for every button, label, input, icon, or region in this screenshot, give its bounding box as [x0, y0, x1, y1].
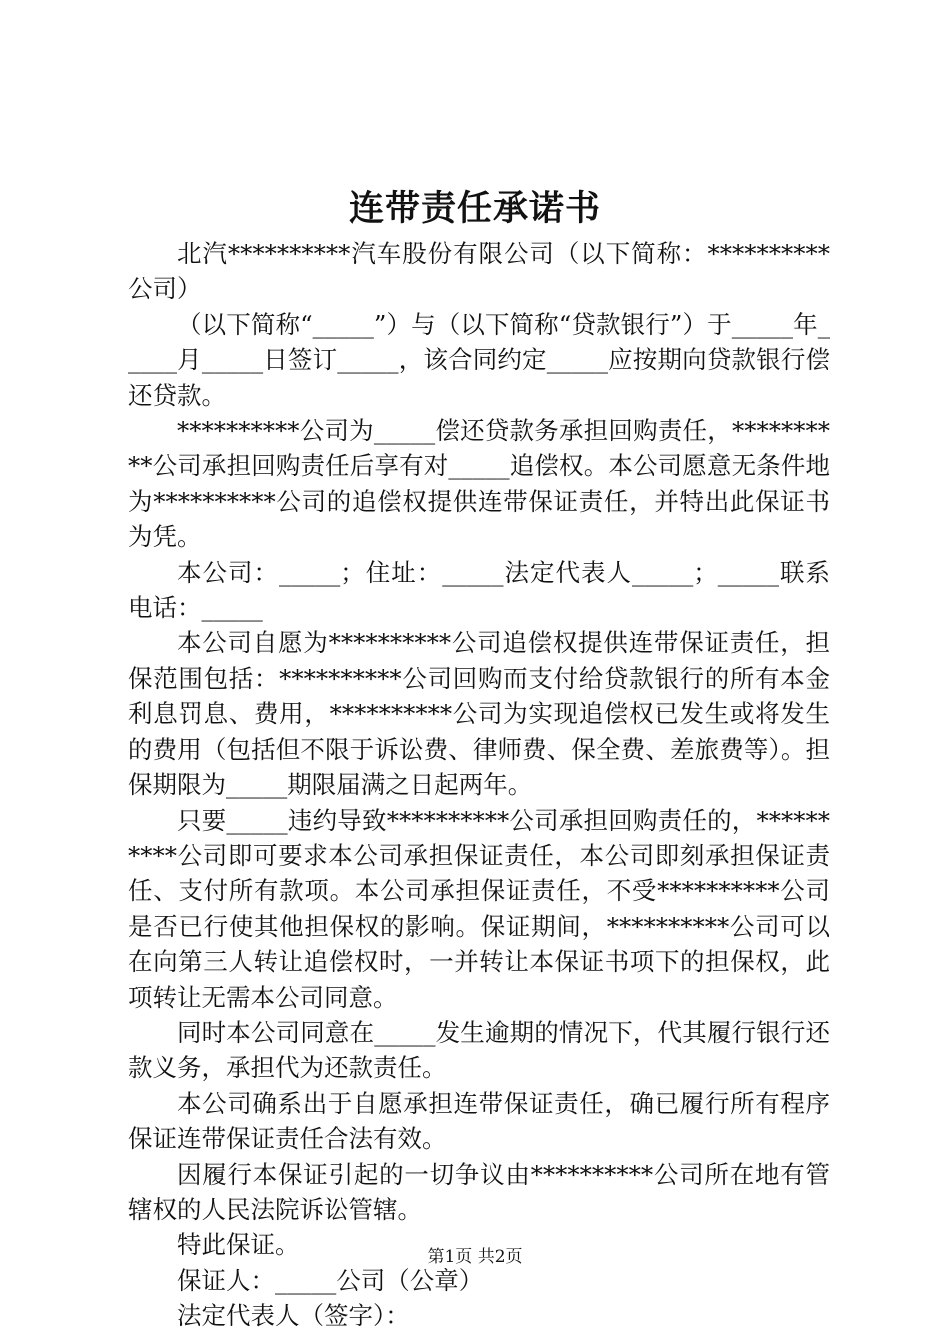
document-title: 连带责任承诺书: [348, 188, 601, 229]
paragraph-guarantee-trigger: 只要_____违约导致**********公司承担回购责任的，**********公司即可要求本公司承担保证责任，本公司即刻承担保证责任、支付所有款项。本公司承担保证责任，不受**********公司是否已行使其他担保权的影响。保证期间，**********公司可以在向第三人转让追偿权时，一并转让本保证书项下的担保权，此项转让无需本公司同意。: [128, 805, 830, 1012]
paragraph-dispute-jurisdiction: 因履行本保证引起的一切争议由**********公司所在地有管辖权的人民法院诉讼管辖。: [128, 1159, 830, 1224]
paragraph-overdue-repayment: 同时本公司同意在_____发生逾期的情况下，代其履行银行还款义务，承担代为还款责任。: [128, 1017, 830, 1083]
paragraph-company-details: 本公司：_____；住址：_____法定代表人_____；_____联系电话：_____: [128, 557, 830, 623]
paragraph-company-intro: 北汽**********汽车股份有限公司（以下简称：**********公司）: [128, 239, 830, 304]
paragraph-legal-representative: 法定代表人（签字）：: [177, 1301, 410, 1331]
paragraph-guarantor: 保证人：_____公司（公章）: [177, 1265, 484, 1295]
paragraph-guarantee-scope: 本公司自愿为**********公司追偿权提供连带保证责任，担保范围包括：**********公司回购而支付给贷款银行的所有本金利息罚息、费用，**********公司为实现追偿权已发生或将发生的费用（包括但不限于诉讼费、律师费、保全费、差旅费等）。担保期限为_____期限届满之日起两年。: [128, 628, 830, 800]
page-number-footer: 第1页 共2页: [427, 1247, 523, 1267]
paragraph-repurchase-duty: **********公司为_____偿还贷款务承担回购责任，**********公司承担回购责任后享有对_____追偿权。本公司愿意无条件地为**********公司的追偿权提供连带保证责任，并特出此保证书为凭。: [128, 416, 830, 552]
document-body: [128, 236, 830, 1334]
paragraph-voluntary-statement: 本公司确系出于自愿承担连带保证责任，确已履行所有程序保证连带保证责任合法有效。: [128, 1088, 830, 1154]
paragraph-contract-info: （以下简称“_____”）与（以下简称“贷款银行”）于_____年_____月_____日签订_____，该合同约定_____应按期向贷款银行偿还贷款。: [128, 309, 830, 410]
paragraph-closing: 特此保证。: [177, 1230, 300, 1260]
